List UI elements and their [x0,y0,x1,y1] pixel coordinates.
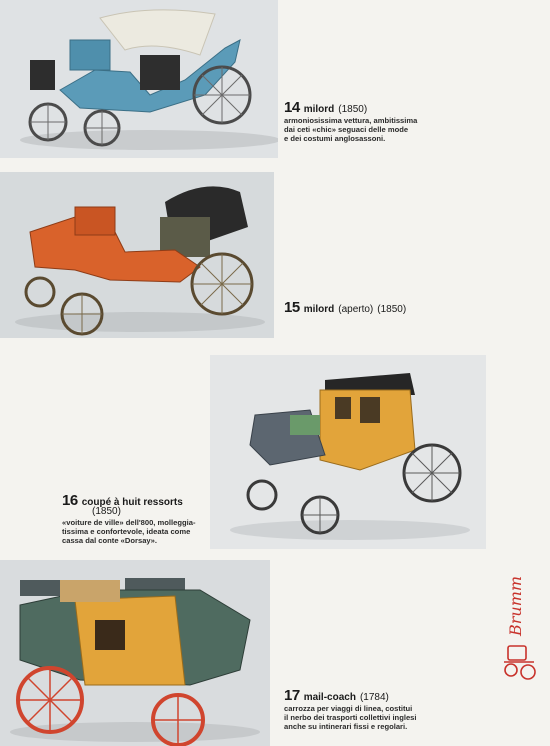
item-name: milord [303,304,335,315]
description-line: dai ceti «chic» seguaci delle mode [284,125,409,134]
item-description [62,518,207,545]
item-name: mail-coach [303,692,356,703]
item-number: 15 [284,299,300,316]
item-number: 17 [284,687,300,704]
item-number: 14 [284,99,300,116]
item-description [284,116,474,143]
photo-milord-14 [0,0,278,158]
item-number: 16 [62,492,78,509]
item-year: (1850) [92,506,121,517]
caption-17 [284,687,489,731]
brand-logo-text: Brumm [506,575,525,636]
description-line: cassa dal conte «Dorsay». [62,536,157,545]
carriage-logo-icon [500,640,538,684]
item-subtitle: (aperto) [338,304,374,315]
caption-14 [284,99,474,143]
description-line: e dei costumi anglosassoni. [284,134,386,143]
photo-mail-coach-17 [0,560,270,746]
item-description [284,704,489,731]
item-year: (1850) [377,304,407,315]
description-line: carrozza per viaggi di linea, costitui [284,704,413,713]
item-year: (1850) [338,104,368,115]
photo-milord-15 [0,172,274,338]
description-line: anche su intinerari fissi e regolari. [284,722,408,731]
brand-logo [500,576,538,686]
caption-15 [284,299,494,316]
item-name: milord [303,104,335,115]
photo-coupe-16 [210,355,486,549]
description-line: tissima e confortevole, ideata come [62,527,191,536]
item-name: coupé à huit ressorts [81,497,183,508]
description-line: armoniosissima vettura, ambitissima [284,116,418,125]
description-line: il nerbo dei trasporti collettivi inglesi [284,713,417,722]
description-line: «voiture de ville» dell'800, molleggia- [62,518,196,527]
caption-16 [62,492,207,545]
item-year: (1784) [359,692,389,703]
